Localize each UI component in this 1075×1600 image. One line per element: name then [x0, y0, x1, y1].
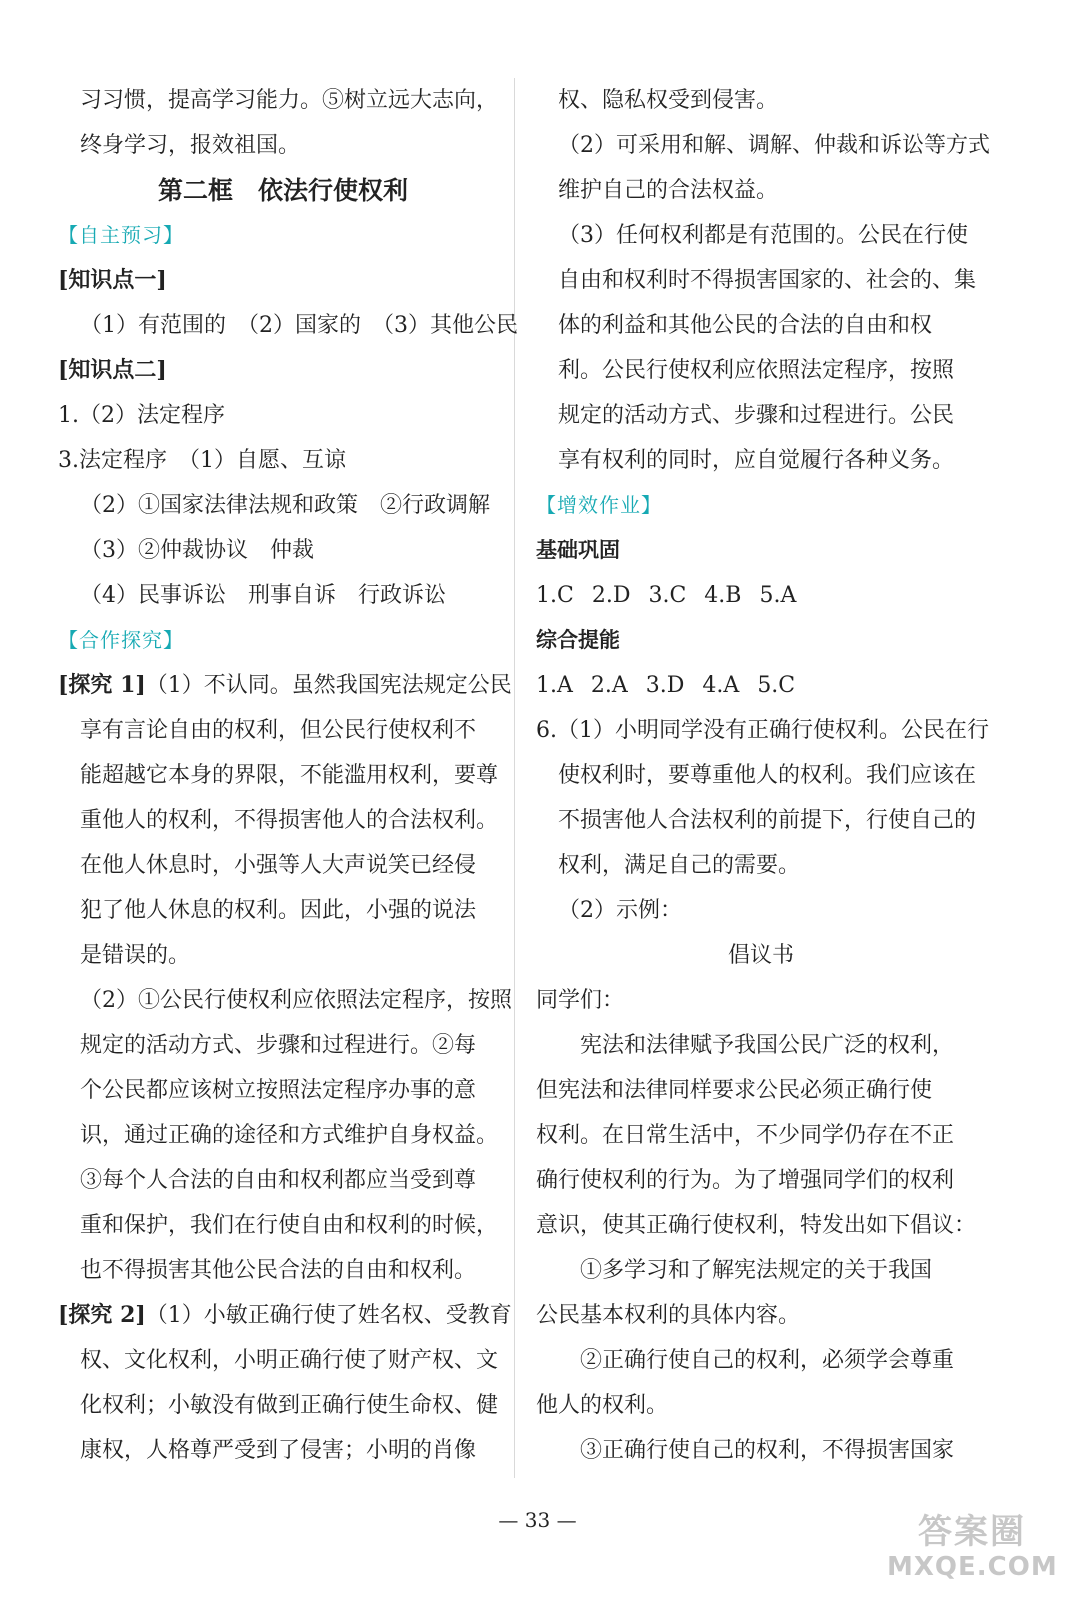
left-column — [58, 78, 518, 1473]
tag-cooperative-inquiry: 【合作探究】 — [58, 628, 184, 652]
section-title: 第二框 依法行使权利 — [157, 176, 408, 205]
letter-line: 权利。在日常生活中，不少同学仍存在不正 — [536, 1123, 955, 1148]
answer-item: 3.C — [648, 583, 687, 608]
continuation-line: 规定的活动方式、步骤和过程进行。公民 — [558, 403, 955, 428]
answer-item: 5.C — [757, 673, 796, 698]
basic-heading: 基础巩固 — [536, 538, 620, 562]
inquiry-2-line: 权、文化权利，小明正确行使了财产权、文 — [80, 1348, 499, 1373]
question-6-line: 6.（1）小明同学没有正确行使权利。公民在行 — [536, 718, 989, 743]
inquiry-1-line: 重和保护，我们在行使自由和权利的时候， — [80, 1213, 499, 1238]
inquiry-2-line: 康权，人格尊严受到了侵害；小明的肖像 — [80, 1438, 477, 1463]
knowledge-point-1-answers: （1）有范围的 （2）国家的 （3）其他公民 — [80, 313, 518, 338]
answer-item: 2.D — [591, 583, 631, 608]
question-6-line: 不损害他人合法权利的前提下，行使自己的 — [558, 808, 977, 833]
letter-line: 宪法和法律赋予我国公民广泛的权利， — [580, 1033, 955, 1058]
answer-item: 4.B — [704, 583, 742, 608]
basic-answers — [536, 573, 986, 618]
inquiry-1-line: 个公民都应该树立按照法定程序办事的意 — [80, 1078, 477, 1103]
page-number: — 33 — — [498, 1508, 577, 1532]
inquiry-1-line: 享有言论自由的权利，但公民行使权利不 — [80, 718, 477, 743]
inquiry-1-text: （1）不认同。虽然我国宪法规定公民 — [145, 673, 512, 698]
inquiry-2-first-line — [58, 1293, 512, 1338]
inquiry-1-line: 重他人的权利，不得损害他人的合法权利。 — [80, 808, 499, 833]
inquiry-1-line: （2）①公民行使权利应依照法定程序，按照 — [80, 988, 512, 1013]
tag-self-preview: 【自主预习】 — [58, 223, 184, 247]
comprehensive-heading: 综合提能 — [536, 628, 620, 652]
answer-item: 2.A — [590, 673, 628, 698]
continuation-line: （2）可采用和解、调解、仲裁和诉讼等方式 — [558, 133, 990, 158]
knowledge-point-2-line: （2）①国家法律法规和政策 ②行政调解 — [80, 493, 490, 518]
watermark-logo-text: 答案圈 — [918, 1512, 1026, 1552]
intro-line-1: 习习惯，提高学习能力。⑤树立远大志向， — [80, 88, 499, 113]
inquiry-2-label: [探究 2] — [58, 1302, 146, 1328]
knowledge-point-2-line: 3.法定程序 （1）自愿、互谅 — [58, 448, 346, 473]
column-divider — [514, 78, 515, 1478]
continuation-line: 自由和权利时不得损害国家的、社会的、集 — [558, 268, 977, 293]
question-6-line: （2）示例： — [558, 898, 682, 923]
letter-line: ③正确行使自己的权利，不得损害国家 — [580, 1438, 955, 1463]
inquiry-1-line: 在他人休息时，小强等人大声说笑已经侵 — [80, 853, 477, 878]
inquiry-1-line: 是错误的。 — [80, 943, 191, 968]
inquiry-1-line: ③每个人合法的自由和权利都应当受到尊 — [80, 1168, 477, 1193]
watermark-logo — [887, 1512, 1057, 1592]
answer-item: 1.A — [536, 673, 573, 698]
letter-line: ①多学习和了解宪法规定的关于我国 — [580, 1258, 933, 1283]
inquiry-1-line: 也不得损害其他公民合法的自由和权利。 — [80, 1258, 477, 1283]
intro-line-2: 终身学习，报效祖国。 — [80, 133, 301, 158]
answer-item: 5.A — [759, 583, 797, 608]
knowledge-point-2-line: （3）②仲裁协议 仲裁 — [80, 538, 314, 563]
continuation-line: 体的利益和其他公民的合法的自由和权 — [558, 313, 933, 338]
continuation-line: （3）任何权利都是有范围的。公民在行使 — [558, 223, 968, 248]
knowledge-point-2-line: 1.（2）法定程序 — [58, 403, 225, 428]
letter-line: ②正确行使自己的权利，必须学会尊重 — [580, 1348, 955, 1373]
question-6-line: 使权利时，要尊重他人的权利。我们应该在 — [558, 763, 977, 788]
inquiry-2-line: 化权利；小敏没有做到正确行使生命权、健 — [80, 1393, 499, 1418]
right-column — [536, 78, 990, 1473]
continuation-line: 权、隐私权受到侵害。 — [558, 88, 779, 113]
inquiry-1-first-line — [58, 663, 512, 708]
letter-greeting: 同学们： — [536, 988, 625, 1013]
answer-item: 3.D — [645, 673, 685, 698]
inquiry-1-line: 犯了他人休息的权利。因此，小强的说法 — [80, 898, 477, 923]
knowledge-point-1-heading: [知识点一] — [58, 267, 167, 293]
answer-item: 4.A — [702, 673, 740, 698]
inquiry-1-line: 能超越它本身的界限，不能滥用权利，要尊 — [80, 763, 499, 788]
continuation-line: 享有权利的同时，应自觉履行各种义务。 — [558, 448, 955, 473]
letter-line: 意识，使其正确行使权利，特发出如下倡议： — [536, 1213, 977, 1238]
answer-item: 1.C — [536, 583, 574, 608]
comprehensive-answers — [536, 663, 986, 708]
letter-line: 公民基本权利的具体内容。 — [536, 1303, 801, 1328]
continuation-line: 利。公民行使权利应依照法定程序，按照 — [558, 358, 955, 383]
inquiry-1-label: [探究 1] — [58, 672, 146, 698]
inquiry-2-text: （1）小敏正确行使了姓名权、受教育 — [145, 1303, 512, 1328]
letter-line: 他人的权利。 — [536, 1393, 669, 1418]
letter-title: 倡议书 — [727, 943, 794, 968]
inquiry-1-line: 规定的活动方式、步骤和过程进行。②每 — [80, 1033, 477, 1058]
knowledge-point-2-heading: [知识点二] — [58, 357, 167, 383]
letter-line: 确行使权利的行为。为了增强同学们的权利 — [536, 1168, 955, 1193]
knowledge-point-2-line: （4）民事诉讼 刑事自诉 行政诉讼 — [80, 583, 446, 608]
letter-line: 但宪法和法律同样要求公民必须正确行使 — [536, 1078, 933, 1103]
tag-homework: 【增效作业】 — [536, 493, 662, 517]
watermark-url: MXQE.COM — [887, 1552, 1058, 1582]
continuation-line: 维护自己的合法权益。 — [558, 178, 779, 203]
question-6-line: 权利，满足自己的需要。 — [558, 853, 801, 878]
inquiry-1-line: 识，通过正确的途径和方式维护自身权益。 — [80, 1123, 499, 1148]
